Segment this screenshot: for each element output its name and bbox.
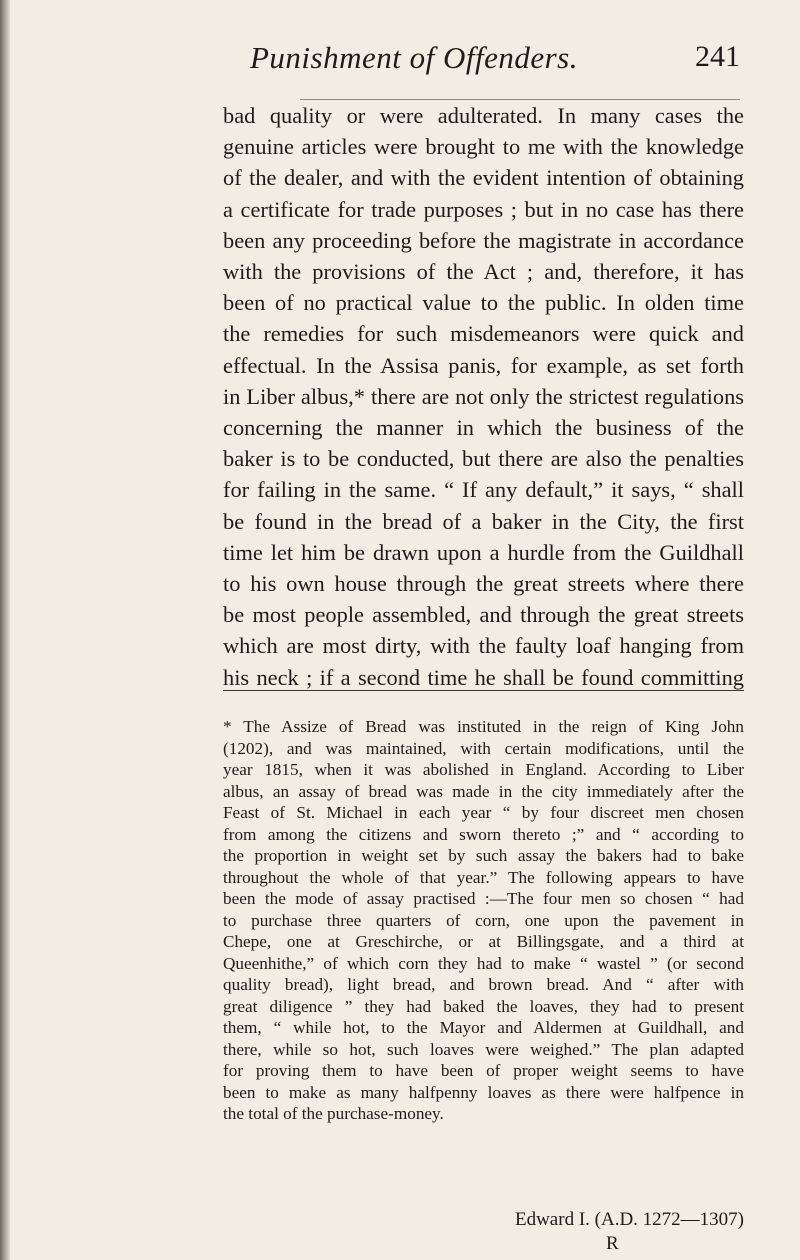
body-line: time let him be drawn upon a hurdle from the Guildhall: [223, 539, 744, 565]
footnote-rule: [223, 690, 744, 691]
footnote-line: for proving them to have been of proper weight seems to have: [223, 1061, 744, 1080]
signature-mark: R: [606, 1233, 619, 1254]
page-number: 241: [695, 40, 740, 73]
footnote-line: year 1815, when it was abolished in England. According to Liber: [223, 760, 744, 779]
footnote-line: quality bread), light bread, and brown bread. And “ after with: [223, 975, 744, 994]
running-title: Punishment of Offenders.: [250, 40, 578, 75]
body-line: to his own house through the great streets where there: [223, 571, 744, 597]
body-text: [223, 100, 744, 693]
body-line: with the provisions of the Act ; and, therefore, it has: [223, 259, 744, 285]
footnote-line: * The Assize of Bread was instituted in the reign of King John: [223, 717, 744, 736]
body-line: for failing in the same. “ If any default,” it says, “ shall: [223, 477, 744, 503]
body-line: of the dealer, and with the evident intention of obtaining: [223, 165, 744, 191]
body-line: effectual. In the Assisa panis, for example, as set forth: [223, 352, 744, 378]
body-line: been of no practical value to the public. In olden time: [223, 290, 744, 316]
footnote: [223, 716, 744, 1125]
footnote-line: to purchase three quarters of corn, one upon the pavement in: [223, 910, 744, 930]
body-line: in Liber albus,* there are not only the strictest regulations: [223, 383, 744, 409]
body-line: be most people assembled, and through the great streets: [223, 602, 744, 628]
body-line: a certificate for trade purposes ; but in no case has there: [223, 196, 744, 222]
footnote-line: throughout the whole of that year.” The following appears to have: [223, 867, 744, 887]
binding-edge: [0, 0, 10, 1260]
footnote-line: Feast of St. Michael in each year “ by four discreet men chosen: [223, 803, 744, 822]
page-header: [250, 40, 740, 90]
footnote-line: Chepe, one at Greschirche, or at Billingsgate, and a third at: [223, 932, 744, 951]
footnote-line: from among the citizens and sworn thereto ;” and “ according to: [223, 824, 744, 844]
footnote-line: the proportion in weight set by such assay the bakers had to bake: [223, 846, 744, 865]
body-line: concerning the manner in which the business of the: [223, 415, 744, 441]
body-line: bad quality or were adulterated. In many cases the: [223, 103, 744, 128]
body-line: which are most dirty, with the faulty loaf hanging from: [223, 633, 744, 659]
footnote-line: been the mode of assay practised :—The four men so chosen “ had: [223, 889, 744, 908]
footnote-line: albus, an assay of bread was made in the city immediately after the: [223, 781, 744, 801]
body-line: the remedies for such misdemeanors were quick and: [223, 321, 744, 347]
footnote-line: the total of the purchase-money.: [223, 1104, 444, 1123]
footnote-line: Queenhithe,” of which corn they had to make “ wastel ” (or second: [223, 953, 744, 973]
body-line: baker is to be conducted, but there are also the penalties: [223, 446, 744, 472]
footnote-line: been to make as many halfpenny loaves as there were halfpence in: [223, 1082, 744, 1102]
footnote-reign-note: Edward I. (A.D. 1272—1307): [514, 1209, 744, 1230]
body-line: be found in the bread of a baker in the City, the first: [223, 508, 744, 534]
body-line: his neck ; if a second time he shall be found committing: [223, 664, 744, 690]
footnote-line: them, “ while hot, to the Mayor and Aldermen at Guildhall, and: [223, 1018, 744, 1037]
footnote-line: there, while so hot, such loaves were weighed.” The plan adapted: [223, 1039, 744, 1059]
footnote-line: great diligence ” they had baked the loaves, they had to present: [223, 996, 744, 1016]
body-line: been any proceeding before the magistrate in accordance: [223, 227, 744, 253]
body-line: genuine articles were brought to me with the knowledge: [223, 134, 744, 160]
footnote-line: (1202), and was maintained, with certain modifications, until the: [223, 738, 744, 758]
